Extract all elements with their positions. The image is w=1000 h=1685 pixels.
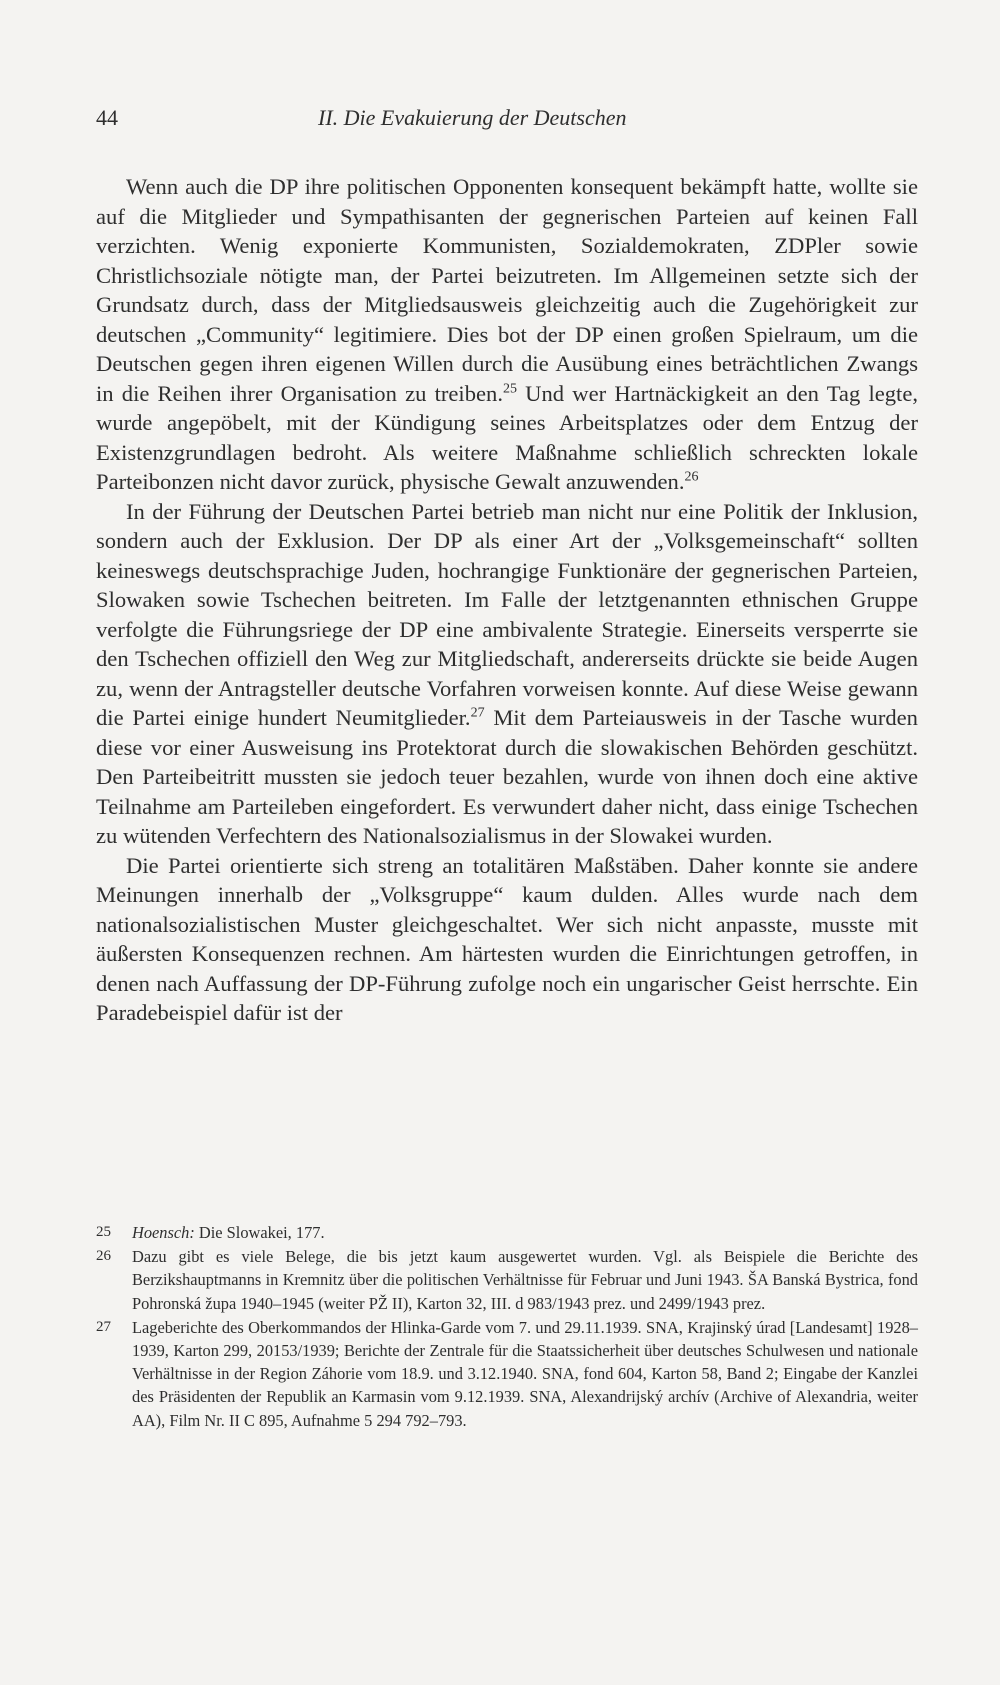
paragraph-3: Die Partei orientierte sich streng an totalitären Maßstäben. Daher konnte sie andere Meinungen innerhalb der „Volksgruppe“ kaum dulden. Alles wurde nach dem nationalsozialistischen Muster gleichgeschaltet. Wer sich nicht anpasste, musste mit äußersten Konsequenzen rechnen. Am härtesten wurden die Einrichtungen getroffen, in denen nach Auffassung der DP-Führung zufolge noch ein ungarischer Geist herrschte. Ein Paradebeispiel dafür ist der — [96, 852, 918, 1025]
footnote-text: Lageberichte des Oberkommandos der Hlinka-Garde vom 7. und 29.11.1939. SNA, Krajinský úrad [Landesamt] 1928–1939, Karton 299, 20153/1939; Berichte der Zentrale für die Staatssicherheit über deutsches Schulwesen und nationale Verhältnisse in der Region Záhorie vom 18.9. und 3.12.1940. SNA, fond 604, Karton 58, Band 2; Eingabe der Kanzlei des Präsidenten der Republik an Karmasin vom 9.12.1939. SNA, Alexandrijský archív (Archive of Alexandria, weiter AA), Film Nr. II C 895, Aufnahme 5 294 792–793. — [132, 1317, 918, 1430]
paragraph-2-part-a: In der Führung der Deutschen Partei betrieb man nicht nur eine Politik der Inklusion, sondern auch der Exklusion. Der DP als einer Art der „Volksgemeinschaft“ sollten keineswegs deutschsprachige Juden, hochrangige Funktionäre der gegnerischen Parteien, Slowaken sowie Tschechen beitreten. Im Falle der letztgenannten ethnischen Gruppe verfolgte die Führungsriege der DP eine ambivalente Strategie. Einerseits versperrte sie den Tschechen offiziell den Weg zur Mitgliedschaft, andererseits drückte sie beide Augen zu, wenn der Antragsteller deutsche Vorfahren vorweisen konnte. Auf diese Weise gewann die Partei einige hundert Neumitglieder. — [96, 498, 918, 730]
footnote-26 — [96, 1245, 918, 1315]
footnotes — [96, 1221, 918, 1433]
page-header — [96, 105, 916, 145]
footnote-27 — [96, 1316, 918, 1432]
paragraph-2 — [96, 497, 918, 851]
footnote-number: 25 — [96, 1224, 111, 1240]
footnote-ref-25: 25 — [502, 381, 517, 397]
page-number: 44 — [96, 105, 118, 130]
footnote-ref-26: 26 — [684, 469, 699, 485]
paragraph-2-part-b: Mit dem Parteiausweis in der Tasche wurden diese vor einer Ausweisung ins Protektorat durch die slowakischen Behörden geschützt. Den Parteibeitritt mussten sie jedoch teuer bezahlen, wurde von ihnen doch eine aktive Teilnahme am Parteileben eingefordert. Es verwundert daher nicht, dass einige Tschechen zu wütenden Verfechtern des Nationalsozialismus in der Slowakei wurden. — [96, 705, 918, 848]
footnote-text: Dazu gibt es viele Belege, die bis jetzt kaum ausgewertet wurden. Vgl. als Beispiele die Berichte des Berzikshauptmanns in Kremnitz über die politischen Verhältnisse für Februar und Juni 1943. ŠA Banská Bystrica, fond Pohronská župa 1940–1945 (weiter PŽ II), Karton 32, III. d 983/1943 prez. und 2499/1943 prez. — [132, 1247, 918, 1313]
footnote-25 — [96, 1221, 918, 1244]
main-text — [96, 172, 918, 1028]
footnote-number: 26 — [96, 1248, 111, 1265]
paragraph-1 — [96, 172, 918, 497]
footnote-ref-27: 27 — [470, 705, 485, 721]
footnote-number: 27 — [96, 1318, 111, 1335]
footnote-author: Hoensch: — [132, 1223, 195, 1242]
footnote-text: Die Slowakei, 177. — [194, 1223, 325, 1242]
paragraph-1-part-b: Und wer Hartnäckigkeit an den Tag legte, wurde angepöbelt, mit der Kündigung seines Arbeitsplatzes oder dem Entzug der Existenzgrundlagen bedroht. Als weitere Maßnahme schließlich schreckten lokale Parteibonzen nicht davor zurück, physische Gewalt anzuwenden. — [96, 380, 918, 494]
paragraph-1-part-a: Wenn auch die DP ihre politischen Opponenten konsequent bekämpft hatte, wollte sie auf die Mitglieder und Sympathisanten der gegnerischen Parteien auf keinen Fall verzichten. Wenig exponierte Kommunisten, Sozialdemokraten, ZDPler sowie Christlichsoziale nötigte man, der Partei beizutreten. Im Allgemeinen setzte sich der Grundsatz durch, dass der Mitgliedsausweis gleichzeitig auch die Zugehörigkeit zur deutschen „Community“ legitimiere. Dies bot der DP einen großen Spielraum, um die Deutschen gegen ihren eigenen Willen durch die Ausübung eines beträchtlichen Zwangs in die Reihen ihrer Organisation zu treiben. — [96, 174, 918, 406]
running-title: II. Die Evakuierung der Deutschen — [318, 105, 627, 130]
